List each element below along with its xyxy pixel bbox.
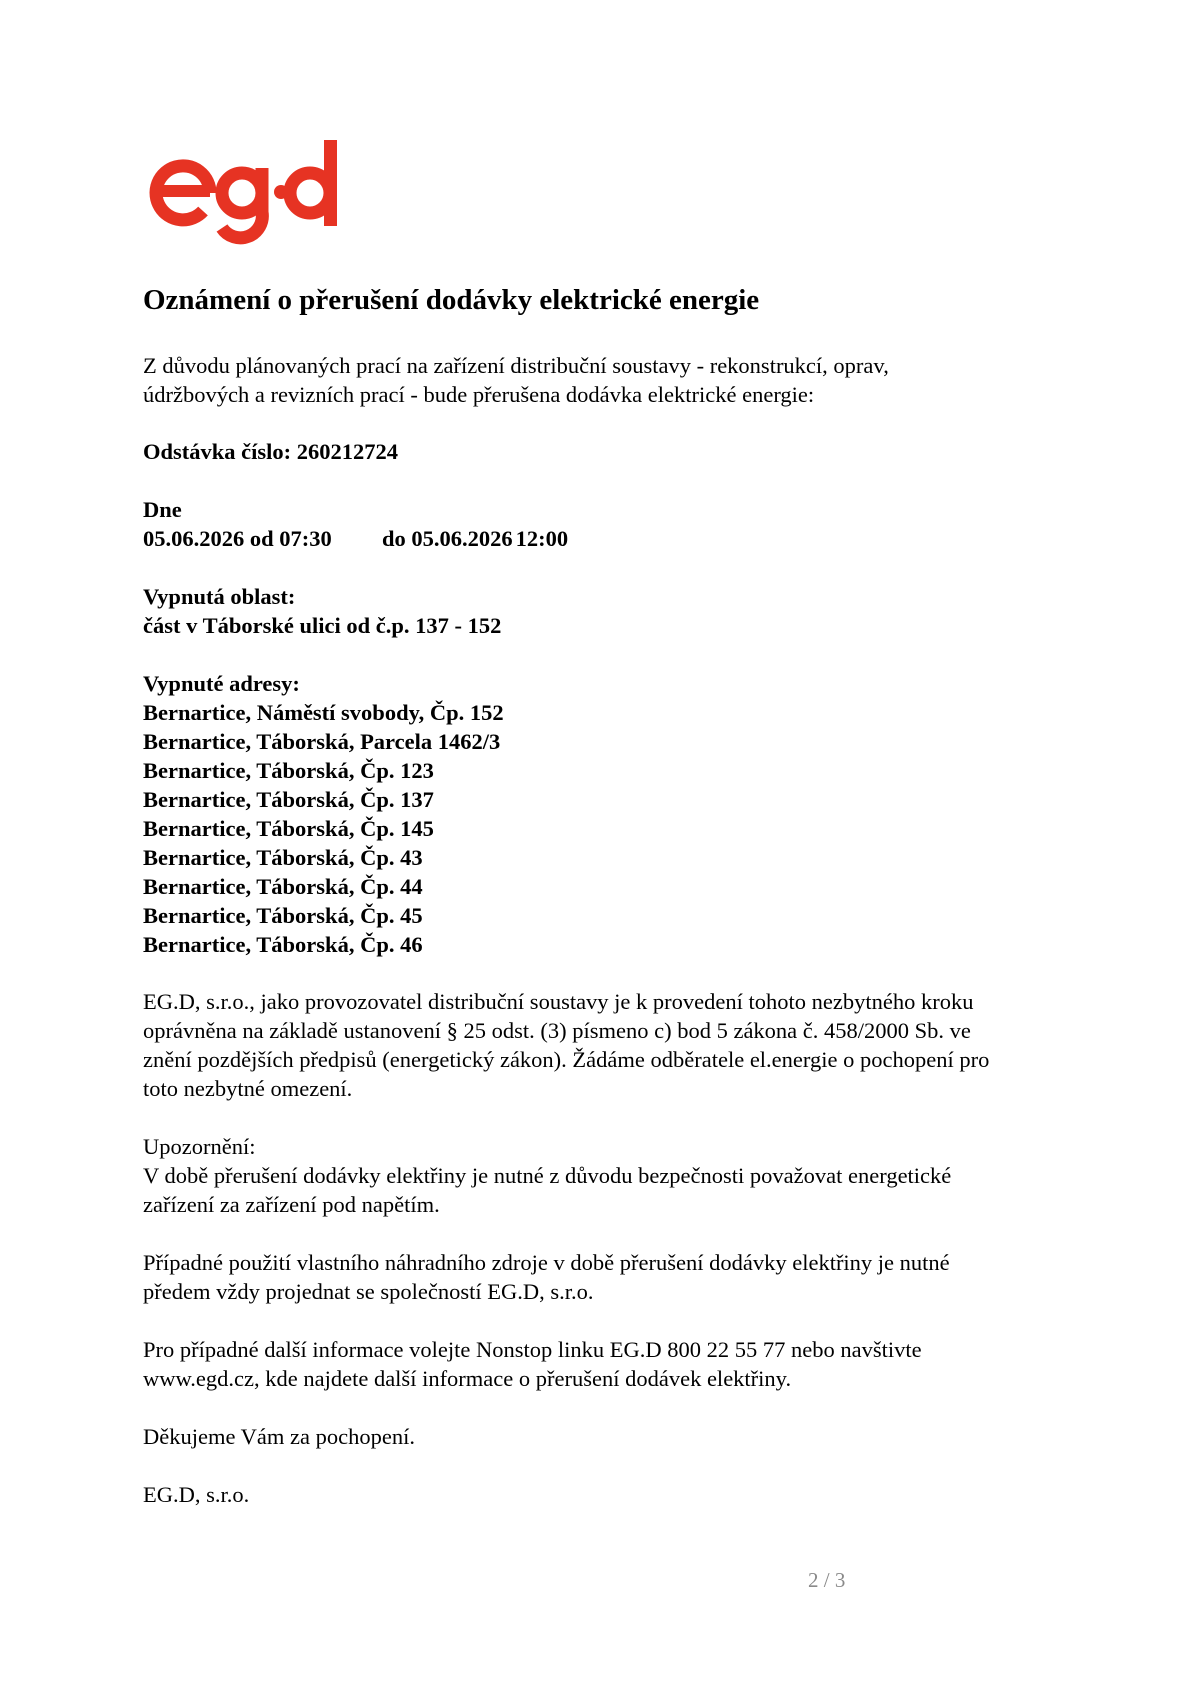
signature bbox=[143, 1480, 1103, 1509]
outage-area bbox=[143, 582, 1103, 640]
legal-line: EG.D, s.r.o., jako provozovatel distribuční soustavy je k provedení tohoto nezbytného kroku bbox=[143, 989, 974, 1014]
legal-line: oprávněna na základě ustanovení § 25 odst. (3) písmeno c) bod 5 zákona č. 458/2000 Sb. ve bbox=[143, 1018, 971, 1043]
warning-line: V době přerušení dodávky elektřiny je nutné z důvodu bezpečnosti považovat energetické bbox=[143, 1163, 952, 1188]
date-range bbox=[143, 524, 1103, 553]
info-line: www.egd.cz, kde najdete další informace o přerušení dodávek elektřiny. bbox=[143, 1366, 792, 1391]
address-item: Bernartice, Táborská, Čp. 43 bbox=[143, 845, 423, 870]
address-item: Bernartice, Táborská, Čp. 123 bbox=[143, 758, 434, 783]
thanks-paragraph bbox=[143, 1422, 1103, 1451]
backup-source-paragraph bbox=[143, 1248, 1103, 1306]
address-item: Bernartice, Táborská, Parcela 1462/3 bbox=[143, 729, 501, 754]
legal-line: toto nezbytné omezení. bbox=[143, 1076, 353, 1101]
warning-label: Upozornění: bbox=[143, 1134, 256, 1159]
area-label: Vypnutá oblast: bbox=[143, 584, 296, 609]
address-item: Bernartice, Táborská, Čp. 145 bbox=[143, 816, 434, 841]
info-paragraph bbox=[143, 1335, 1103, 1393]
thanks-text: Děkujeme Vám za pochopení. bbox=[143, 1424, 415, 1449]
info-line: Pro případné další informace volejte Nonstop linku EG.D 800 22 55 77 nebo navštivte bbox=[143, 1337, 922, 1362]
signature-text: EG.D, s.r.o. bbox=[143, 1482, 250, 1507]
date-to: do 05.06.2026 bbox=[382, 526, 513, 551]
document-title: Oznámení o přerušení dodávky elektrické energie bbox=[143, 284, 760, 316]
intro-line: Z důvodu plánovaných prací na zařízení distribuční soustavy - rekonstrukcí, oprav, bbox=[143, 353, 889, 378]
address-item: Bernartice, Táborská, Čp. 137 bbox=[143, 787, 434, 812]
legal-line: znění pozdějších předpisů (energetický zákon). Žádáme odběratele el.energie o pochopení pro bbox=[143, 1047, 990, 1072]
address-list bbox=[143, 669, 1103, 959]
outage-number-text: Odstávka číslo: 260212724 bbox=[143, 439, 399, 464]
address-item: Bernartice, Táborská, Čp. 46 bbox=[143, 932, 423, 957]
backup-source-line: Případné použití vlastního náhradního zdroje v době přerušení dodávky elektřiny je nutné bbox=[143, 1250, 950, 1275]
address-item: Bernartice, Táborská, Čp. 45 bbox=[143, 903, 423, 928]
page-number: 2 / 3 bbox=[808, 1568, 846, 1592]
egd-logo bbox=[130, 140, 345, 250]
intro-paragraph bbox=[143, 351, 1103, 409]
date-to-time: 12:00 bbox=[515, 526, 569, 551]
intro-line: údržbových a revizních prací - bude přerušena dodávka elektrické energie: bbox=[143, 382, 815, 407]
outage-number bbox=[143, 437, 1103, 466]
date-from: 05.06.2026 od 07:30 bbox=[143, 526, 332, 551]
area-value: část v Táborské ulici od č.p. 137 - 152 bbox=[143, 613, 502, 638]
backup-source-line: předem vždy projednat se společností EG.D, s.r.o. bbox=[143, 1279, 594, 1304]
address-item: Bernartice, Náměstí svobody, Čp. 152 bbox=[143, 700, 504, 725]
outage-date bbox=[143, 495, 1103, 553]
warning-paragraph bbox=[143, 1132, 1103, 1219]
address-item: Bernartice, Táborská, Čp. 44 bbox=[143, 874, 423, 899]
addresses-label: Vypnuté adresy: bbox=[143, 671, 300, 696]
legal-paragraph bbox=[143, 987, 1103, 1103]
warning-line: zařízení za zařízení pod napětím. bbox=[143, 1192, 440, 1217]
date-label: Dne bbox=[143, 497, 182, 522]
